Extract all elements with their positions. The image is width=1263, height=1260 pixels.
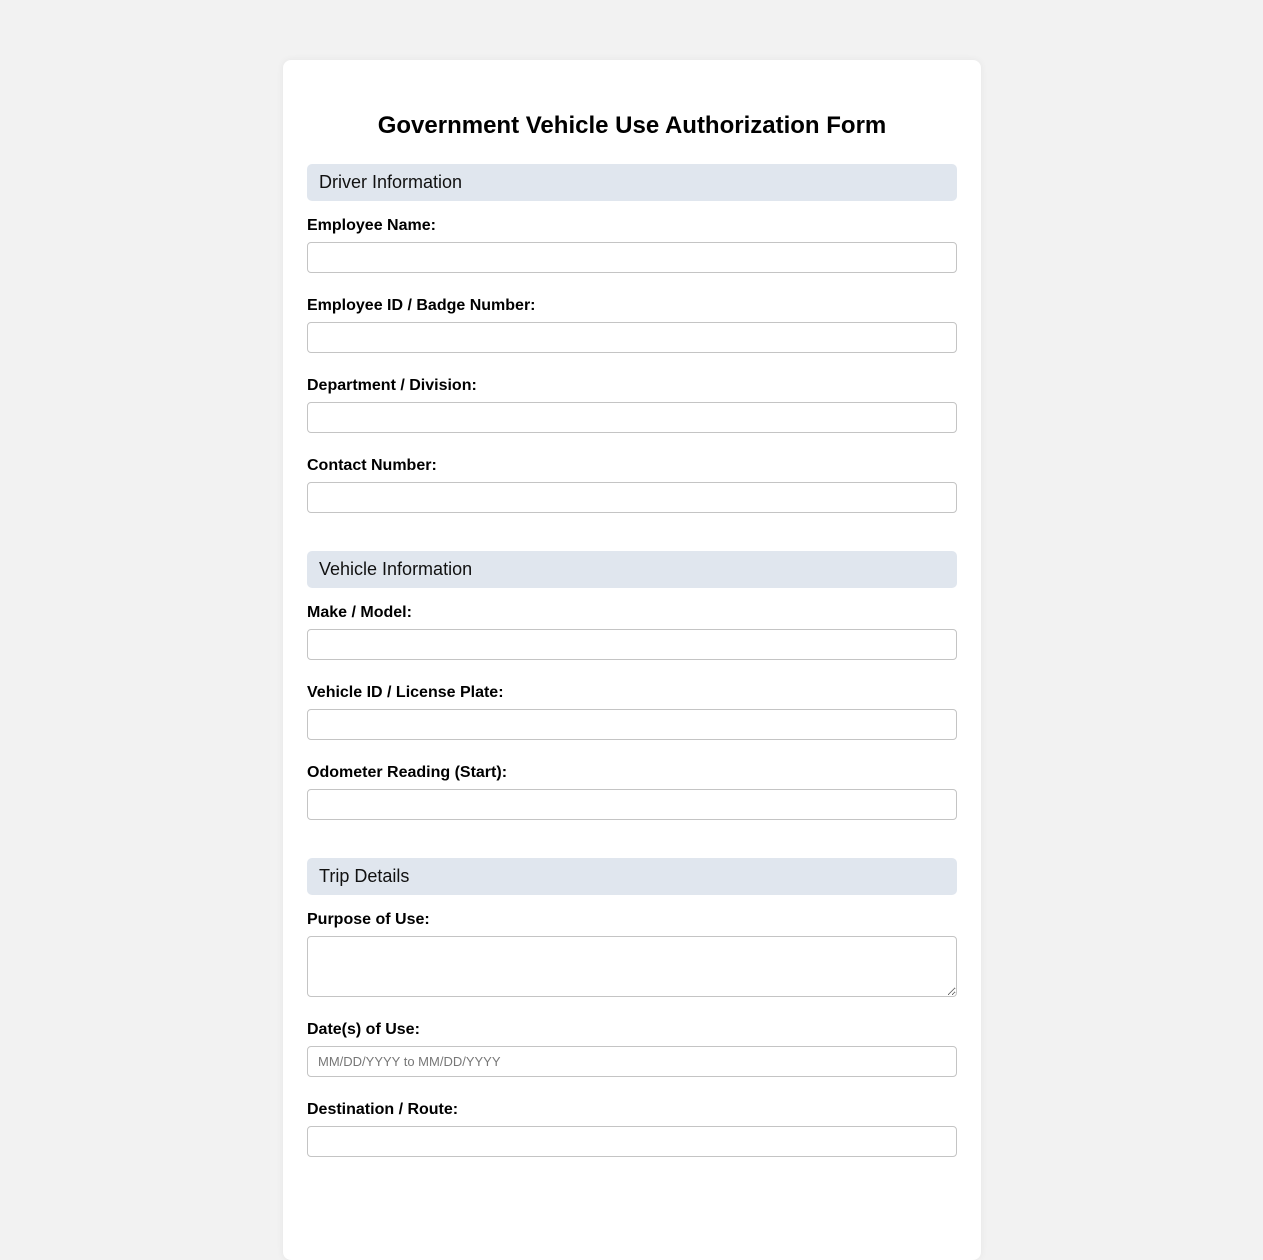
field-employee-id — [307, 297, 957, 353]
field-make-model — [307, 604, 957, 660]
field-vehicle-id — [307, 684, 957, 740]
vehicle-id-label: Vehicle ID / License Plate: — [307, 684, 504, 701]
field-dates-of-use — [307, 1021, 957, 1077]
dates-of-use-input[interactable] — [307, 1046, 957, 1077]
section-header-vehicle-information: Vehicle Information — [307, 551, 957, 588]
employee-id-input[interactable] — [307, 322, 957, 353]
field-destination — [307, 1101, 957, 1157]
odometer-start-label: Odometer Reading (Start): — [307, 764, 508, 781]
vehicle-id-input[interactable] — [307, 709, 957, 740]
employee-id-label: Employee ID / Badge Number: — [307, 297, 536, 314]
contact-number-input[interactable] — [307, 482, 957, 513]
make-model-input[interactable] — [307, 629, 957, 660]
section-header-trip-details: Trip Details — [307, 858, 957, 895]
purpose-label: Purpose of Use: — [307, 911, 430, 928]
dates-of-use-label: Date(s) of Use: — [307, 1021, 420, 1038]
destination-input[interactable] — [307, 1126, 957, 1157]
field-odometer-start — [307, 764, 957, 820]
odometer-start-input[interactable] — [307, 789, 957, 820]
make-model-label: Make / Model: — [307, 604, 412, 621]
form-title: Government Vehicle Use Authorization Form — [377, 112, 887, 139]
section-header-driver-information: Driver Information — [307, 164, 957, 201]
employee-name-input[interactable] — [307, 242, 957, 273]
employee-name-label: Employee Name: — [307, 217, 436, 234]
field-department — [307, 377, 957, 433]
department-label: Department / Division: — [307, 377, 477, 394]
contact-number-label: Contact Number: — [307, 457, 437, 474]
form-card — [283, 60, 981, 1260]
field-contact-number — [307, 457, 957, 513]
department-input[interactable] — [307, 402, 957, 433]
purpose-textarea[interactable] — [307, 936, 957, 997]
field-purpose — [307, 911, 957, 997]
destination-label: Destination / Route: — [307, 1101, 459, 1118]
field-employee-name — [307, 217, 957, 273]
